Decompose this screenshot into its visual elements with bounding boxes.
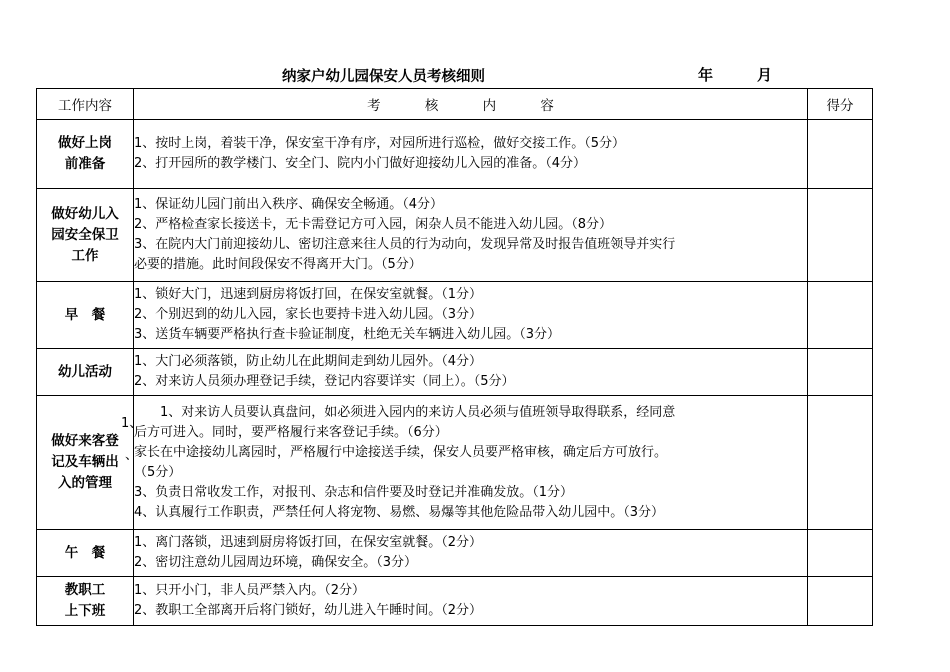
content-cell: 1、保证幼儿园门前出入秩序、确保安全畅通。（4分） 2、严格检查家长接送卡，无卡需登记方可入园，闲杂人员不能进入幼儿园。（8分） 3、在院内大门前迎接幼儿、密切注意来往人员的行为动向，发现异常及时报告值班领导并实行 必要的措施。此时间段保安不得离开大门。（5分） bbox=[134, 189, 808, 282]
score-cell bbox=[808, 530, 873, 577]
table-row bbox=[37, 282, 873, 349]
content-cell: 1、离门落锁，迅速到厨房将饭打回，在保安室就餐。（2分） 2、密切注意幼儿园周边环境，确保安全。（3分） bbox=[134, 530, 808, 577]
category-cell: 午 餐 bbox=[37, 530, 134, 577]
month-label: 月 bbox=[757, 66, 773, 84]
content-cell: 1、只开小门，非人员严禁入内。（2分） 2、教职工全部离开后将门锁好，幼儿进入午睡时间。（2分） bbox=[134, 577, 808, 626]
score-cell bbox=[808, 189, 873, 282]
category-cell: 1、 、 做好来客登 记及车辆出 入的管理 bbox=[37, 396, 134, 530]
assessment-table bbox=[36, 88, 873, 626]
table-row bbox=[37, 396, 873, 530]
content-cell: 1、大门必须落锁，防止幼儿在此期间走到幼儿园外。（4分） 2、对来访人员须办理登记手续，登记内容要详实（同上）。（5分） bbox=[134, 349, 808, 396]
title-row bbox=[0, 62, 950, 84]
content-cell: 1、对来访人员要认真盘问，如必须进入园内的来访人员必须与值班领导取得联系，经同意 后方可进入。同时，要严格履行来客登记手续。（6分） 家长在中途接幼儿离园时，严格履行中途接送手续，保安人员要严格审核，确定后方可放行。 （5分） 3、负责日常收发工作，对报刊、杂志和信件要及时登记并准确发放。（1分） 4、认真履行工作职责，严禁任何人将宠物、易燃、易爆等其他危险品带入幼儿园中。（3分） bbox=[134, 396, 808, 530]
column-header-content: 考 核 内 容 bbox=[134, 89, 808, 120]
table-row bbox=[37, 349, 873, 396]
category-cell: 教职工 上下班 bbox=[37, 577, 134, 626]
content-cell: 1、锁好大门，迅速到厨房将饭打回，在保安室就餐。（1分） 2、个别迟到的幼儿入园，家长也要持卡进入幼儿园。（3分） 3、送货车辆要严格执行查卡验证制度，杜绝无关车辆进入幼儿园。（3分） bbox=[134, 282, 808, 349]
column-header-score: 得分 bbox=[808, 89, 873, 120]
category-cell: 做好幼儿入 园安全保卫 工作 bbox=[37, 189, 134, 282]
score-cell bbox=[808, 577, 873, 626]
year-label: 年 bbox=[698, 66, 714, 84]
content-cell: 1、按时上岗，着装干净，保安室干净有序，对园所进行巡检，做好交接工作。（5分） 2、打开园所的教学楼门、安全门、院内小门做好迎接幼儿入园的准备。（4分） bbox=[134, 120, 808, 189]
table-row bbox=[37, 577, 873, 626]
stray-number-mid: 、 bbox=[125, 448, 139, 463]
table-row bbox=[37, 189, 873, 282]
score-cell bbox=[808, 349, 873, 396]
category-cell: 幼儿活动 bbox=[37, 349, 134, 396]
table-row bbox=[37, 530, 873, 577]
document-title: 纳家户幼儿园保安人员考核细则 bbox=[282, 69, 485, 85]
score-cell bbox=[808, 282, 873, 349]
column-header-work: 工作内容 bbox=[37, 89, 134, 120]
score-cell bbox=[808, 396, 873, 530]
table-row bbox=[37, 120, 873, 189]
score-cell bbox=[808, 120, 873, 189]
table-header-row bbox=[37, 89, 873, 120]
category-cell: 早 餐 bbox=[37, 282, 134, 349]
category-cell: 做好上岗 前准备 bbox=[37, 120, 134, 189]
stray-number-top: 1、 bbox=[121, 416, 143, 431]
